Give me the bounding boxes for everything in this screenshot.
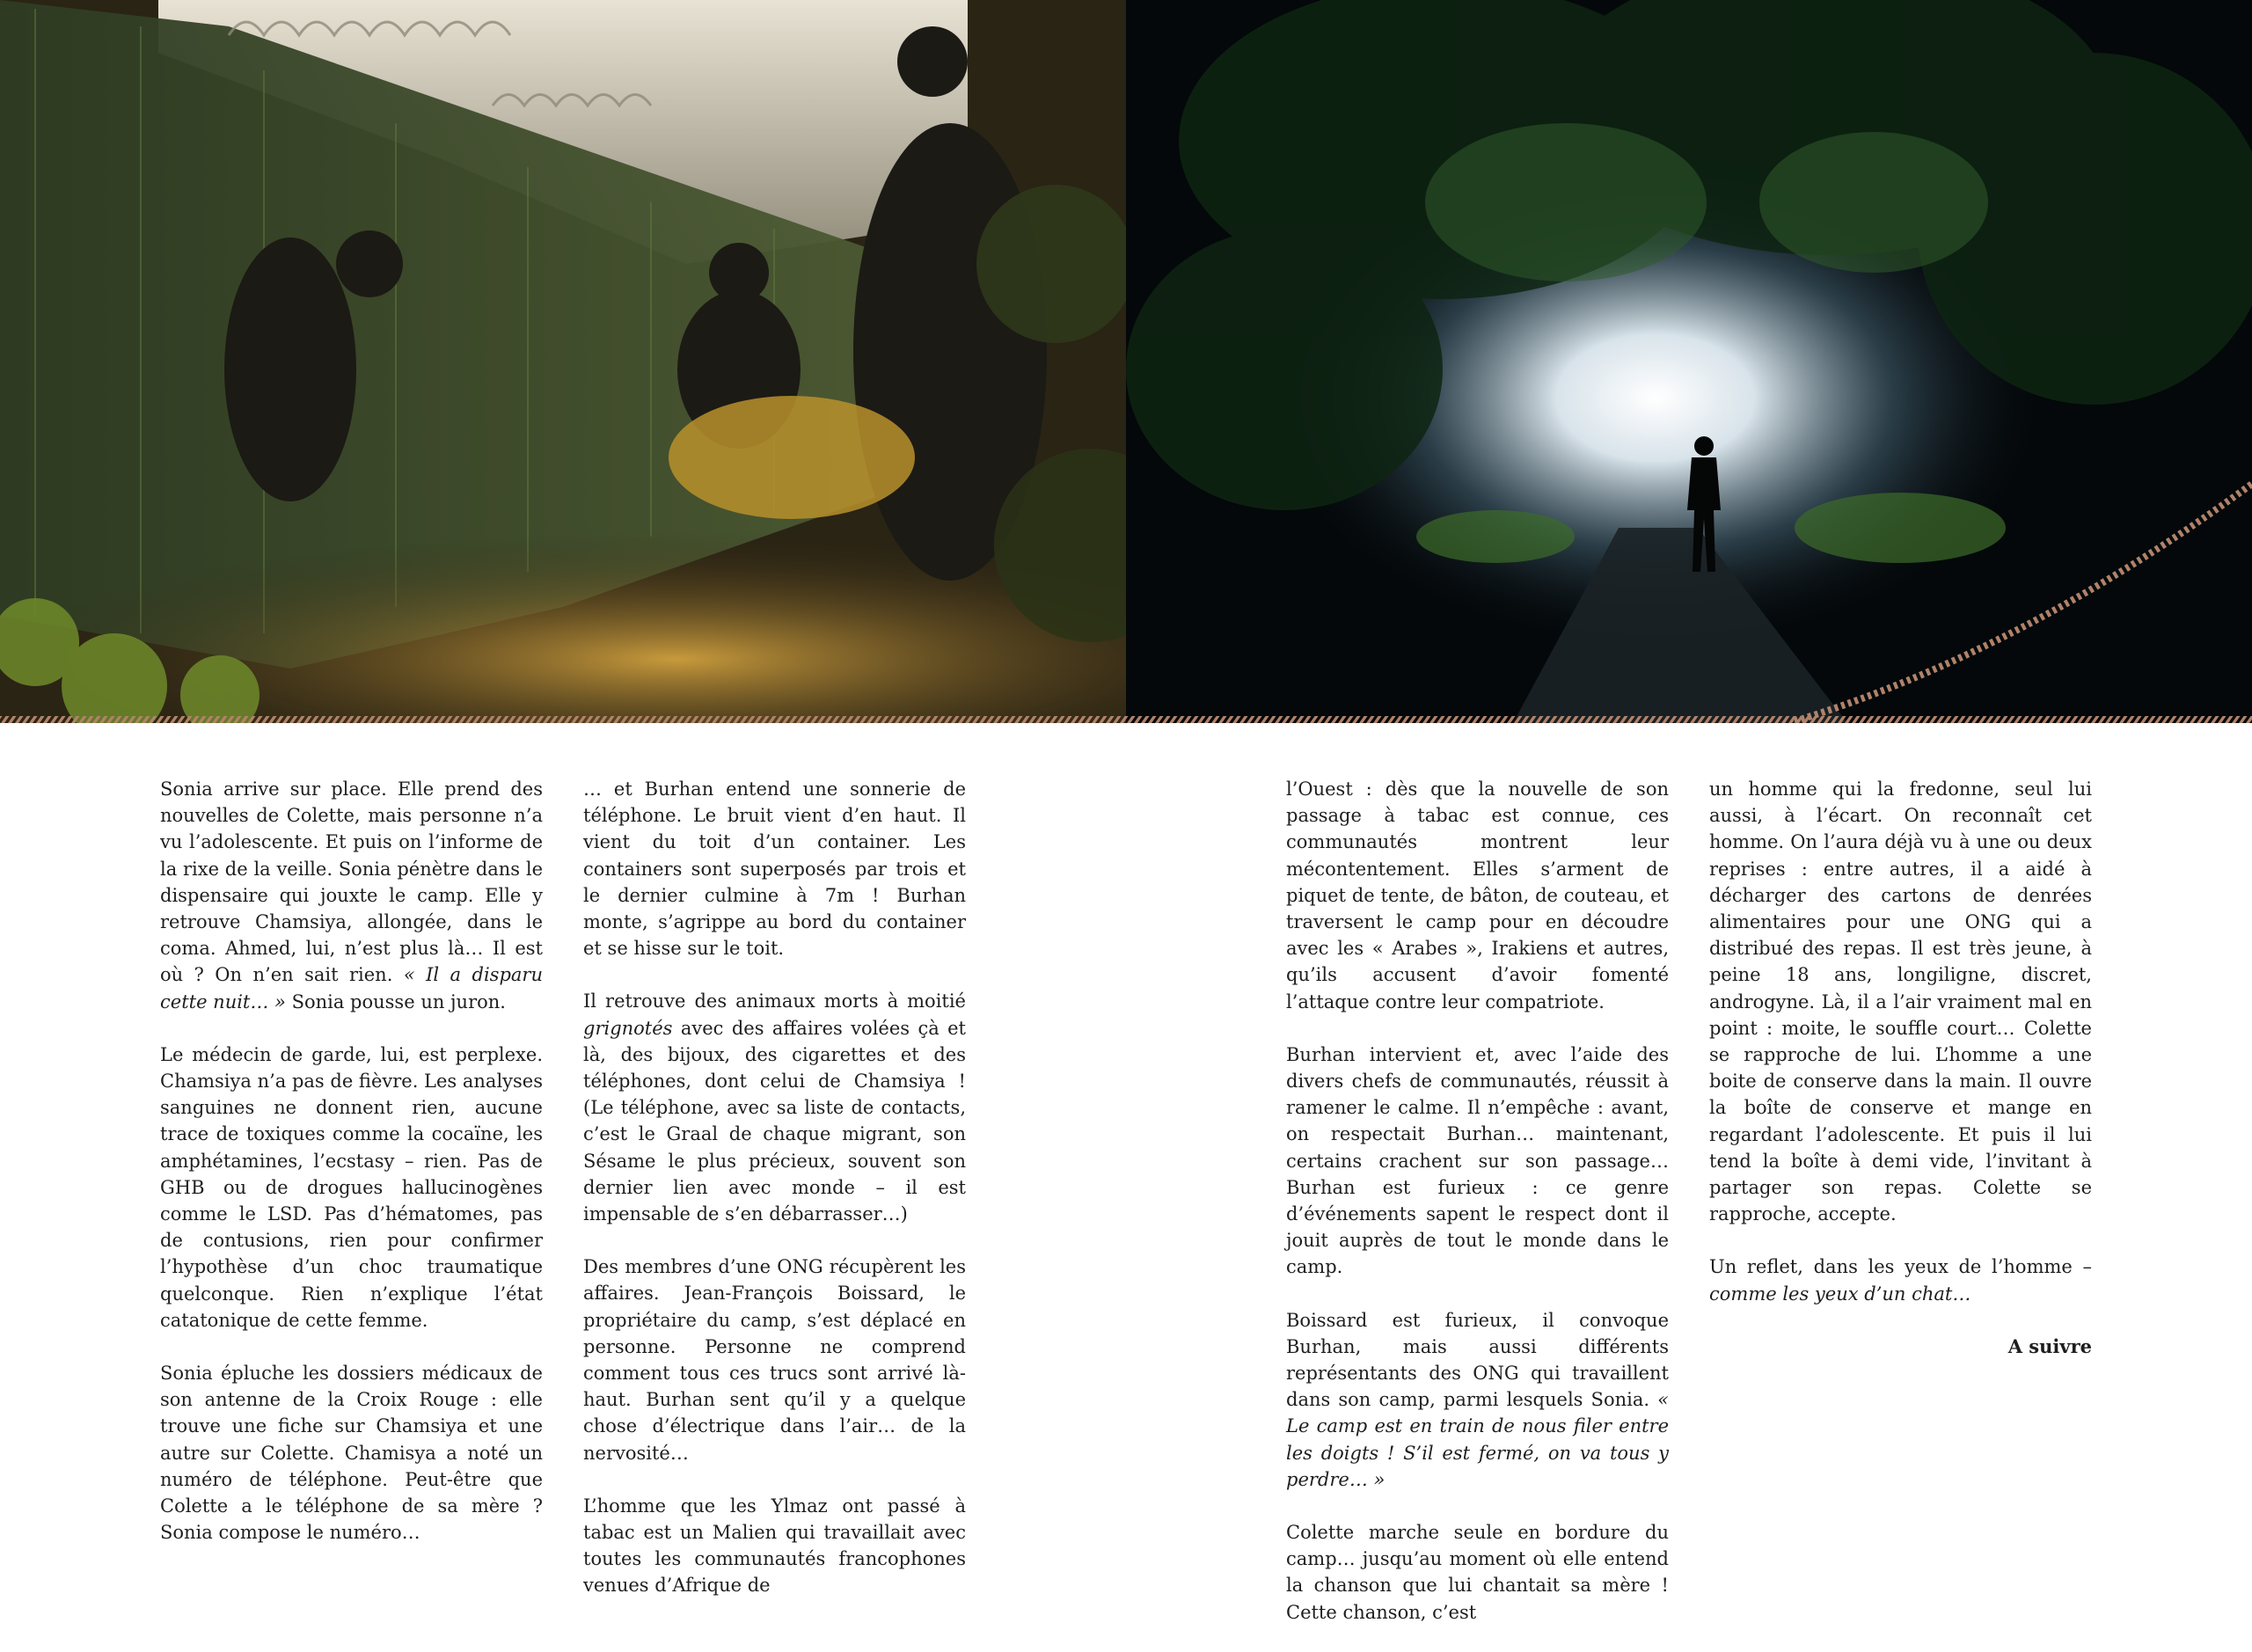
text-column-3 (1286, 776, 1669, 1652)
paragraph: Il retrouve des animaux morts à moitié grignotés avec des affaires volées çà et là, des bijoux, des cigarettes et des téléphones, dont celui de Chamsiya ! (Le téléphone, avec sa liste de contacts, c’est le Graal de chaque migrant, son Sésame le plus précieux, souvent son dernier lien avec monde – il est impensable de s’en débarrasser…) (583, 990, 966, 1225)
fence-climbers-photo (0, 0, 1126, 723)
text-column-4 (1709, 776, 2092, 1386)
photo-band (0, 0, 2252, 723)
paragraph: Sonia épluche les dossiers médicaux de son antenne de la Croix Rouge : elle trouve une fiche sur Chamsiya et une autre sur Colette. Chamisya a noté un numéro de téléphone. Peut-être que Colette a le téléphone de sa mère ? Sonia compose le numéro… (160, 1363, 543, 1544)
paragraph: Un reflet, dans les yeux de l’homme – comme les yeux d’un chat… (1709, 1256, 2092, 1305)
paragraph: Burhan intervient et, avec l’aide des divers chefs de communautés, réussit à ramener le calme. Il n’empêche : avant, on respectait Burhan… maintenant, certains crachent sur son passage… Burhan est furieux : ce genre d’événements sapent le respect dont il jouit auprès de tout le monde dans le camp. (1286, 1043, 1669, 1278)
paragraph: … et Burhan entend une sonnerie de téléphone. Le bruit vient d’en haut. Il vient du toit d’un container. Les containers sont superposés par trois et le dernier culmine à 7m ! Burhan monte, s’agrippe au bord du container et se hisse sur le toit. (583, 778, 966, 960)
paragraph: un homme qui la fredonne, seul lui aussi, à l’écart. On reconnaît cet homme. On l’aura déjà vu à une ou deux reprises : entre autres, il a aidé à décharger des cartons de denrées alimentaires pour une ONG qui a distribué des repas. Il est très jeune, à peine 18 ans, longiligne, discret, androgyne. Là, il a l’air vraiment mal en point : moite, le souffle court… Colette se rapproche de lui. L’homme a une boite de conserve dans la main. Il ouvre la boîte de conserve et mange en regardant l’adolescente. Et puis il lui tend la boîte à demi vide, l’invitant à partager son repas. Colette se rapproche, accepte. (1709, 778, 2092, 1225)
rope-curve (1795, 475, 2252, 723)
closing-note: A suivre (2007, 1334, 2092, 1357)
text-column-2 (583, 776, 966, 1626)
fence-scene (0, 0, 1126, 723)
paragraph: Colette marche seule en bordure du camp… jusqu’au moment où elle entend la chanson que lui chantait sa mère ! Cette chanson, c’est (1286, 1522, 1669, 1623)
paragraph: L’homme que les Ylmaz ont passé à tabac est un Malien qui travaillait avec toutes les communautés francophones venues d’Afrique de (583, 1495, 966, 1597)
paragraph: Le médecin de garde, lui, est perplexe. Chamsiya n’a pas de fièvre. Les analyses sanguines ne donnent rien, aucune trace de toxiques comme la cocaïne, les amphétamines, l’ecstasy – rien. Pas de GHB ou de drogues hallucinogènes comme le LSD. Pas d’hématomes, pas de contusions, rien pour confirmer l’hypothèse d’un choc traumatique quelconque. Rien n’explique l’état catatonique de cette femme. (160, 1043, 544, 1331)
paragraph: Sonia arrive sur place. Elle prend des nouvelles de Colette, mais personne n’a vu l’adolescente. Et puis on l’informe de la rixe de la veille. Sonia pénètre dans le dispensaire qui jouxte le camp. Elle y retrouve Chamsiya, allongée, dans le coma. Ahmed, lui, n’est plus là… Il est où ? On n’en sait rien. « Il a disparu cette nuit… » Sonia pousse un juron. (160, 778, 543, 1012)
paragraph: Des membres d’une ONG récupèrent les affaires. Jean-François Boissard, le propriétaire du camp, s’est déplacé en personne. Personne ne comprend comment tous ces trucs sont arrivé là-haut. Burhan sent qu’il y a quelque chose d’électrique dans l’air… de la nervosité… (583, 1256, 966, 1464)
paragraph: l’Ouest : dès que la nouvelle de son passage à tabac est connue, ces communautés montrent leur mécontentement. Elles s’arment de piquet de tente, de bâton, de couteau, et traversent le camp pour en découdre avec les « Arabes », Irakiens et autres, qu’ils accusent d’avoir fomenté l’attaque contre leur compatriote. (1286, 778, 1669, 1012)
paragraph: Boissard est furieux, il convoque Burhan, mais aussi différents représentants des ONG qui travaillent dans son camp, parmi lesquels Sonia. « Le camp est en train de nous filer entre les doigts ! S’il est fermé, on va tous y perdre… » (1286, 1309, 1669, 1490)
text-column-1 (160, 776, 543, 1572)
